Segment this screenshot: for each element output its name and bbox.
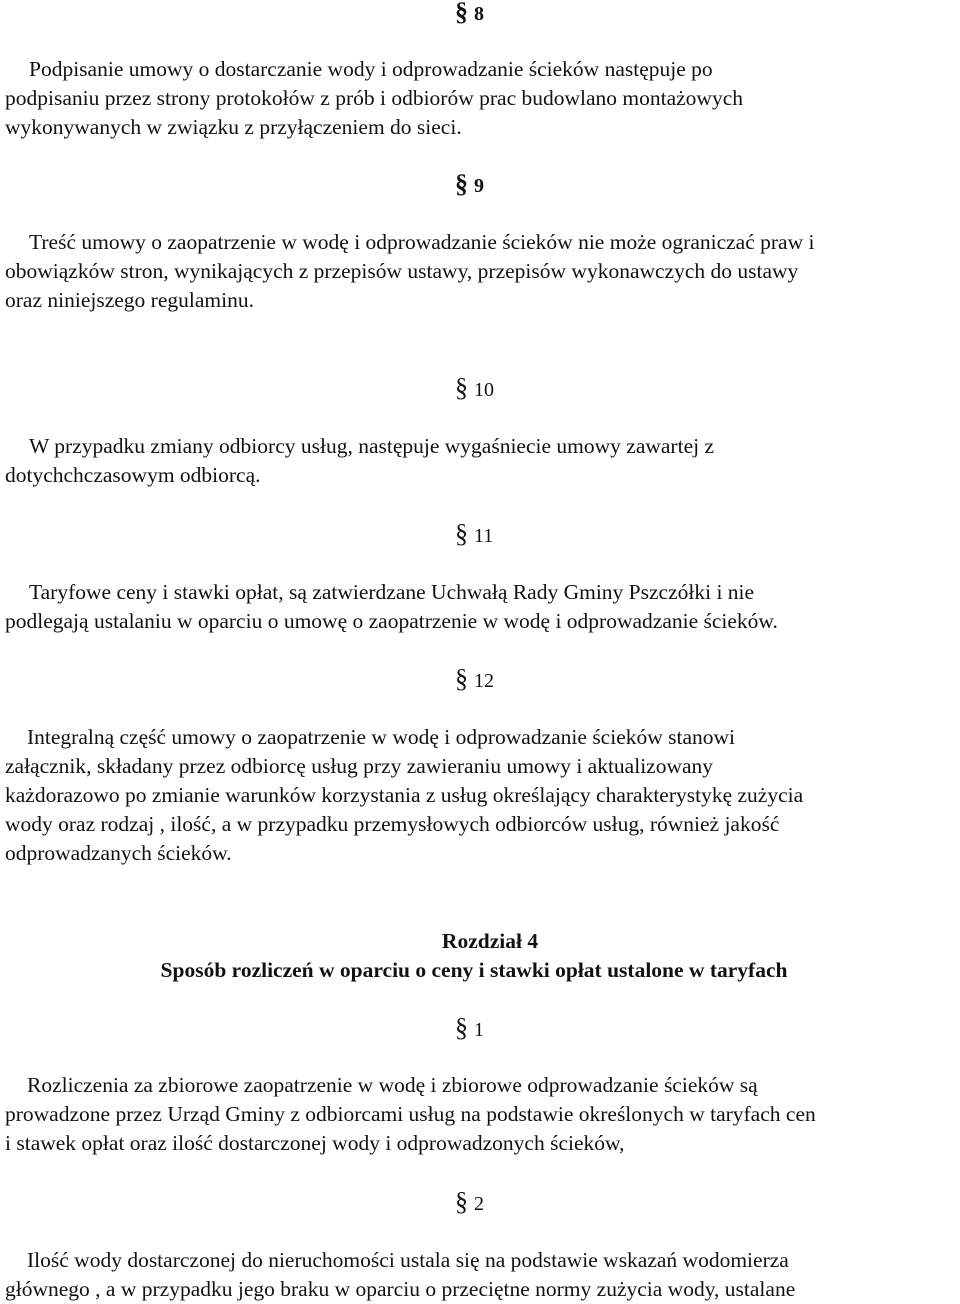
section-10-heading — [455, 373, 494, 402]
paragraph-line: każdorazowo po zmianie warunków korzystania z usług określający charakterystykę zużycia — [5, 783, 804, 807]
section-12-paragraph — [5, 723, 955, 868]
chapter-section-1-heading — [455, 1013, 484, 1042]
section-11-heading — [455, 519, 494, 548]
paragraph-line: prowadzone przez Urząd Gminy z odbiorcami usług na podstawie określonych w taryfach cen — [5, 1102, 816, 1126]
section-10-paragraph — [5, 432, 955, 490]
chapter-heading — [0, 927, 960, 985]
paragraph-line: głównego , a w przypadku jego braku w oparciu o przeciętne normy zużycia wody, ustalane — [5, 1277, 796, 1301]
paragraph-line: i stawek opłat oraz ilość dostarczonej wody i odprowadzonych ścieków, — [5, 1131, 625, 1155]
paragraph-line: Taryfowe ceny i stawki opłat, są zatwierdzane Uchwałą Rady Gminy Pszczółki i nie — [29, 580, 755, 604]
paragraph-line: wykonywanych w związku z przyłączeniem do sieci. — [5, 115, 462, 139]
section-11-paragraph — [5, 578, 955, 636]
section-9-paragraph — [5, 228, 955, 315]
paragraph-line: podlegają ustalaniu w oparciu o umowę o zaopatrzenie w wodę i odprowadzanie ścieków. — [5, 609, 778, 633]
paragraph-line: obowiązków stron, wynikających z przepisów ustawy, przepisów wykonawczych do ustawy — [5, 259, 799, 283]
paragraph-line: Ilość wody dostarczonej do nieruchomości ustala się na podstawie wskazań wodomierza — [27, 1248, 789, 1272]
section-number: 1 — [474, 1019, 484, 1041]
chapter-section-2-heading — [455, 1187, 484, 1216]
section-symbol: § — [455, 1013, 468, 1042]
section-symbol: § — [455, 169, 468, 198]
chapter-title: Rozdział 4 — [441, 929, 539, 953]
section-9-heading — [455, 169, 484, 198]
paragraph-line: podpisaniu przez strony protokołów z prób i odbiorów prac budowlano montażowych — [5, 86, 744, 110]
paragraph-line: Treść umowy o zaopatrzenie w wodę i odprowadzanie ścieków nie może ograniczać praw i — [29, 230, 815, 254]
paragraph-line: Podpisanie umowy o dostarczanie wody i odprowadzanie ścieków następuje po — [29, 57, 713, 81]
paragraph-line: dotychchczasowym odbiorcą. — [5, 463, 261, 487]
section-number: 2 — [474, 1193, 484, 1215]
section-number: 11 — [474, 525, 494, 547]
section-12-heading — [455, 664, 494, 693]
paragraph-line: wody oraz rodzaj , ilość, a w przypadku przemysłowych odbiorców usług, również jakość — [5, 812, 780, 836]
paragraph-line: Integralną część umowy o zaopatrzenie w wodę i odprowadzanie ścieków stanowi — [27, 725, 736, 749]
paragraph-line: Rozliczenia za zbiorowe zaopatrzenie w wodę i zbiorowe odprowadzanie ścieków są — [27, 1073, 758, 1097]
chapter-section-1-paragraph — [5, 1071, 955, 1158]
section-number: 9 — [474, 175, 484, 197]
section-symbol: § — [455, 373, 468, 402]
chapter-subtitle: Sposób rozliczeń w oparciu o ceny i stawki opłat ustalone w taryfach — [160, 958, 788, 982]
section-8-heading — [455, 0, 484, 26]
section-number: 8 — [474, 3, 484, 25]
paragraph-line: W przypadku zmiany odbiorcy usług, następuje wygaśniecie umowy zawartej z — [29, 434, 714, 458]
section-symbol: § — [455, 0, 468, 26]
section-symbol: § — [455, 519, 468, 548]
section-number: 10 — [474, 379, 494, 401]
paragraph-line: oraz niniejszego regulaminu. — [5, 288, 254, 312]
section-symbol: § — [455, 1187, 468, 1216]
section-8-paragraph — [5, 55, 955, 142]
chapter-section-2-paragraph — [5, 1246, 955, 1304]
paragraph-line: załącznik, składany przez odbiorcę usług przy zawieraniu umowy i aktualizowany — [5, 754, 714, 778]
section-number: 12 — [474, 670, 494, 692]
paragraph-line: odprowadzanych ścieków. — [5, 841, 232, 865]
section-symbol: § — [455, 664, 468, 693]
